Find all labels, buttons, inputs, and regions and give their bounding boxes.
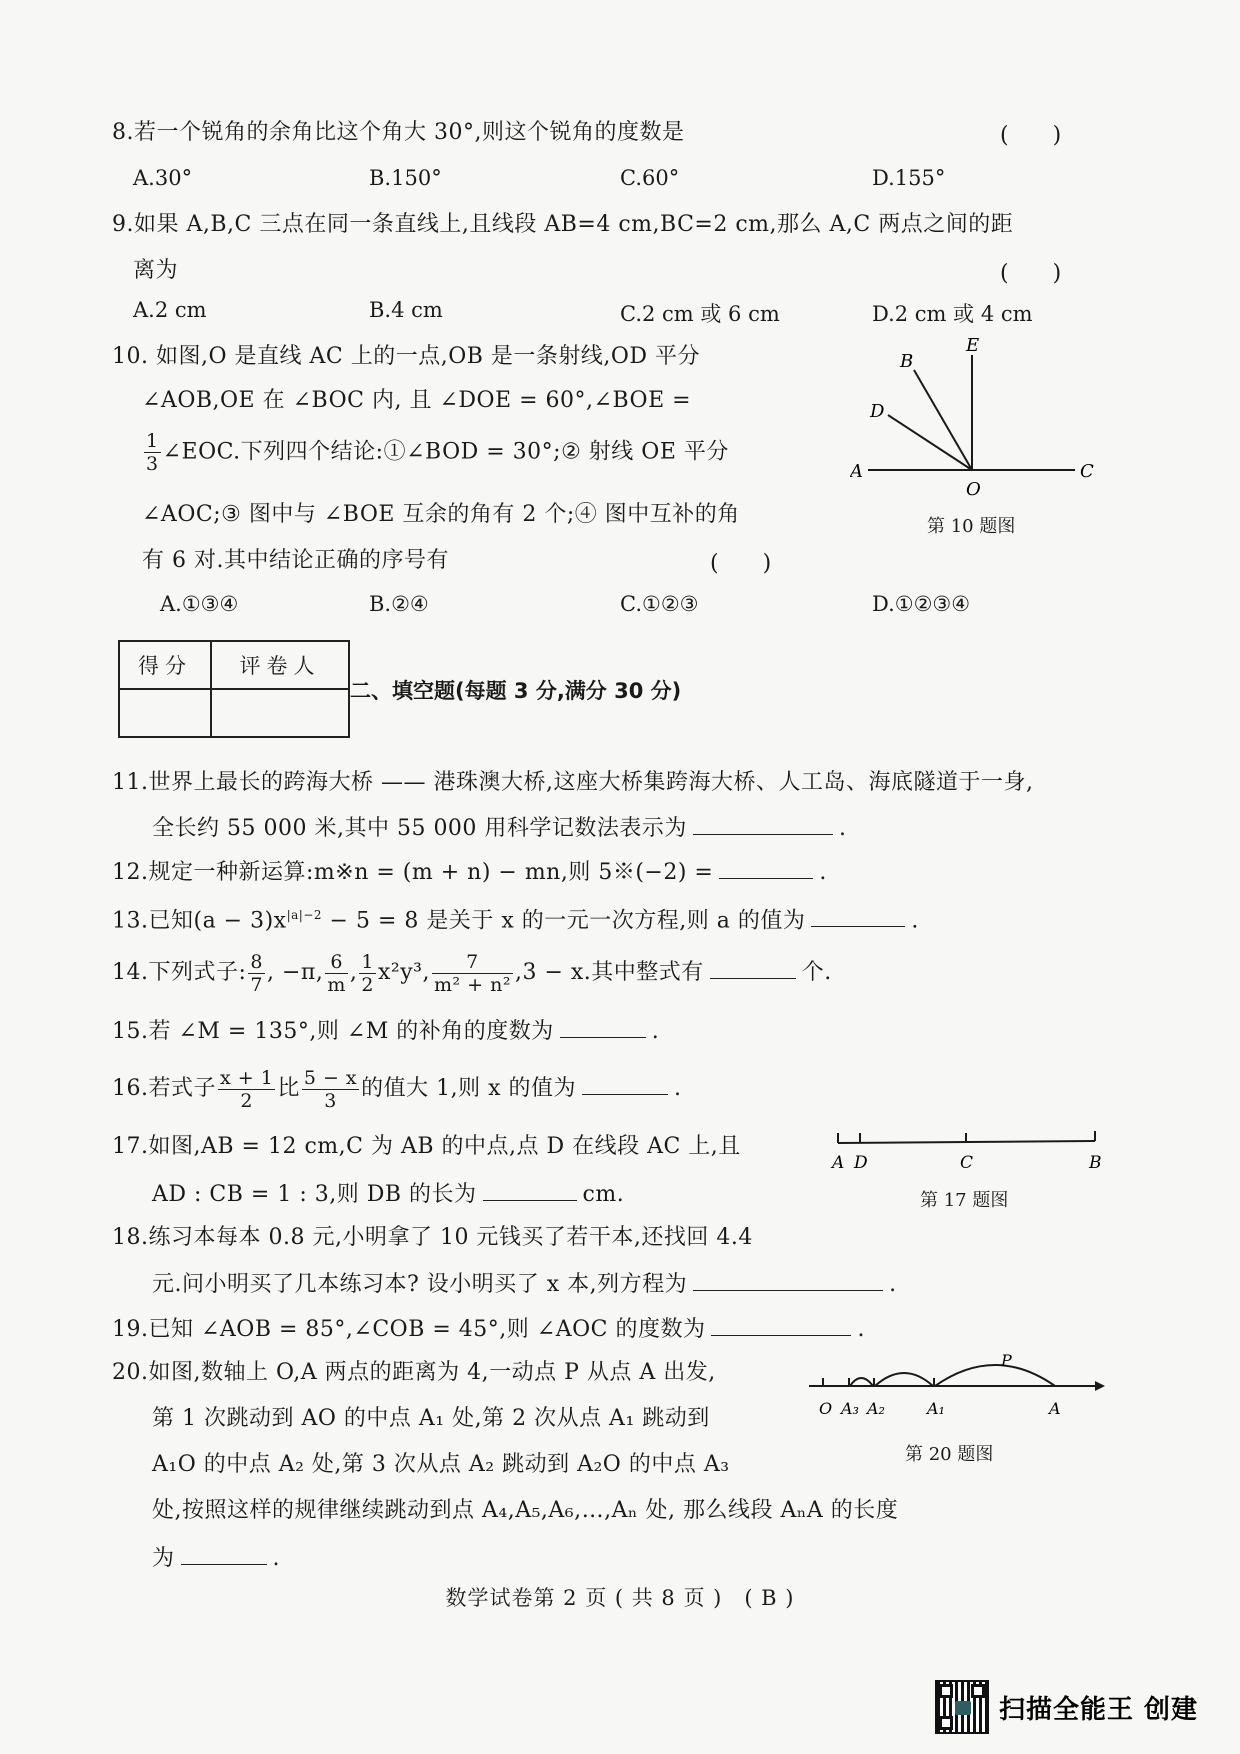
q18-answer-blank[interactable] (693, 1268, 883, 1291)
q11-line2: 全长约 55 000 米,其中 55 000 用科学记数法表示为 . (152, 812, 846, 844)
q10-line5: 有 6 对.其中结论正确的序号有 (142, 548, 449, 573)
q19-answer-blank[interactable] (711, 1313, 851, 1336)
q10-line2: ∠AOB,OE 在 ∠BOC 内, 且 ∠DOE = 60°,∠BOE = (142, 388, 692, 413)
q10-option-a: A.①③④ (160, 592, 239, 616)
q9-option-d: D.2 cm 或 4 cm (872, 302, 1033, 326)
svg-text:A: A (1049, 1399, 1061, 1418)
q17-answer-blank[interactable] (483, 1178, 577, 1201)
score-cell (119, 689, 211, 737)
q17-figure-caption: 第 17 题图 (920, 1190, 1009, 1211)
q18-line1: 18.练习本每本 0.8 元,小明拿了 10 元钱买了若干本,还找回 4.4 (112, 1225, 753, 1250)
q10-line4: ∠AOC;③ 图中与 ∠BOE 互余的角有 2 个;④ 图中互补的角 (142, 502, 740, 527)
q17-line2: AD : CB = 1 : 3,则 DB 的长为 cm. (152, 1178, 624, 1210)
q20-figure-caption: 第 20 题图 (905, 1444, 994, 1465)
svg-text:A₁: A₁ (927, 1399, 945, 1418)
svg-text:O: O (819, 1399, 833, 1418)
q10-line3: $\frac{1}{3}$ ∠EOC.下列四个结论:①∠BOD = 30°;② 射线 OE 平分 (146, 430, 729, 475)
score-box (118, 640, 350, 738)
q10-angle-figure (850, 335, 1110, 535)
grader-cell (211, 689, 349, 737)
label-c: C (1080, 461, 1094, 482)
q20-line3: A₁O 的中点 A₂ 处,第 3 次从点 A₂ 跳动到 A₂O 的中点 A₃ (152, 1452, 730, 1477)
q12-answer-blank[interactable] (719, 856, 813, 879)
q10-figure-caption: 第 10 题图 (927, 516, 1016, 537)
q12-text: 12.规定一种新运算:m※n = (m + n) − mn,则 5※(−2) = . (112, 856, 827, 888)
q8-option-a: A.30° (133, 166, 193, 190)
q13-answer-blank[interactable] (811, 904, 905, 927)
q10-fraction: $\frac{1}{3}$ (146, 430, 159, 475)
q20-number-line-figure (805, 1352, 1105, 1422)
svg-text:A₃: A₃ (841, 1399, 859, 1418)
q14-answer-blank[interactable] (710, 956, 796, 979)
svg-text:D: D (854, 1153, 868, 1173)
svg-text:B: B (1089, 1153, 1102, 1173)
q10-answer-paren: ( ) (710, 551, 772, 576)
q9-text-line1: 9.如果 A,B,C 三点在同一条直线上,且线段 AB=4 cm,BC=2 cm,那么 A,C 两点之间的距 (112, 212, 1014, 237)
q14-text: 14.下列式子: $\frac{8}{7}$ , −π, $\frac{6}{m}$ , $\frac{1}{2}$ x²y³, $\frac{7}{\text{m² + n²}}$ ,3 − x.其中整式有 个. (112, 950, 832, 996)
q20-line1: 20.如图,数轴上 O,A 两点的距离为 4,一动点 P 从点 A 出发, (112, 1360, 716, 1385)
watermark-text: 扫描全能王 创建 (999, 1694, 1199, 1725)
section2-title: 二、填空题(每题 3 分,满分 30 分) (350, 679, 682, 703)
q18-line2: 元.问小明买了几本练习本? 设小明买了 x 本,列方程为 . (152, 1268, 897, 1300)
svg-text:C: C (960, 1153, 974, 1173)
q8-option-c: C.60° (620, 166, 680, 190)
q20-line4: 处,按照这样的规律继续跳动到点 A₄,A₅,A₆,…,Aₙ 处, 那么线段 AₙA 的长度 (152, 1498, 899, 1523)
q16-answer-blank[interactable] (582, 1072, 668, 1095)
q8-text: 8.若一个锐角的余角比这个角大 30°,则这个锐角的度数是 (112, 120, 685, 145)
q9-option-a: A.2 cm (133, 298, 207, 322)
label-d: D (870, 401, 885, 422)
svg-text:P: P (1001, 1352, 1012, 1370)
qr-code-icon (935, 1680, 989, 1734)
q17-segment-figure (830, 1128, 1110, 1178)
q15-answer-blank[interactable] (560, 1015, 646, 1038)
q17-line1: 17.如图,AB = 12 cm,C 为 AB 的中点,点 D 在线段 AC 上,且 (112, 1134, 741, 1159)
q15-text: 15.若 ∠M = 135°,则 ∠M 的补角的度数为 . (112, 1015, 659, 1047)
grader-header: 评卷人 (211, 641, 349, 689)
svg-text:A: A (832, 1153, 845, 1173)
q16-text: 16.若式子 $\frac{x + 1}{2}$ 比 $\frac{5 - x}{3}$ 的值大 1,则 x 的值为 . (112, 1066, 682, 1112)
q13-text: 13.已知$(a - 3)x^{|a|-2} - 5 = 8$ 是关于 x 的一元一次方程,则 a 的值为 . (112, 900, 919, 936)
q19-text: 19.已知 ∠AOB = 85°,∠COB = 45°,则 ∠AOC 的度数为 . (112, 1313, 865, 1345)
q11-answer-blank[interactable] (693, 812, 833, 835)
page-footer: 数学试卷第 2 页 ( 共 8 页 ) ( B ) (445, 1586, 795, 1610)
label-e: E (966, 335, 980, 356)
label-b: B (900, 351, 914, 372)
q20-line5: 为 . (152, 1542, 280, 1574)
q8-option-d: D.155° (872, 166, 946, 190)
q9-text-line2: 离为 (133, 258, 179, 283)
q20-answer-blank[interactable] (181, 1542, 267, 1565)
q10-option-d: D.①②③④ (872, 592, 971, 616)
q8-answer-paren: ( ) (1000, 123, 1062, 148)
q10-option-c: C.①②③ (620, 592, 699, 616)
q20-line2: 第 1 次跳动到 AO 的中点 A₁ 处,第 2 次从点 A₁ 跳动到 (152, 1406, 710, 1431)
svg-text:A₂: A₂ (867, 1399, 885, 1418)
q10-line1: 10. 如图,O 是直线 AC 上的一点,OB 是一条射线,OD 平分 (112, 344, 701, 369)
q11-line1: 11.世界上最长的跨海大桥 —— 港珠澳大桥,这座大桥集跨海大桥、人工岛、海底隧道于一身, (112, 770, 1034, 795)
q9-option-c: C.2 cm 或 6 cm (620, 302, 780, 326)
q10-option-b: B.②④ (369, 592, 429, 616)
score-header: 得分 (119, 641, 211, 689)
label-o: O (966, 479, 981, 500)
q9-option-b: B.4 cm (369, 298, 443, 322)
q9-answer-paren: ( ) (1000, 261, 1062, 286)
scanner-watermark (935, 1680, 1198, 1734)
q8-option-b: B.150° (369, 166, 442, 190)
label-a: A (850, 461, 863, 482)
